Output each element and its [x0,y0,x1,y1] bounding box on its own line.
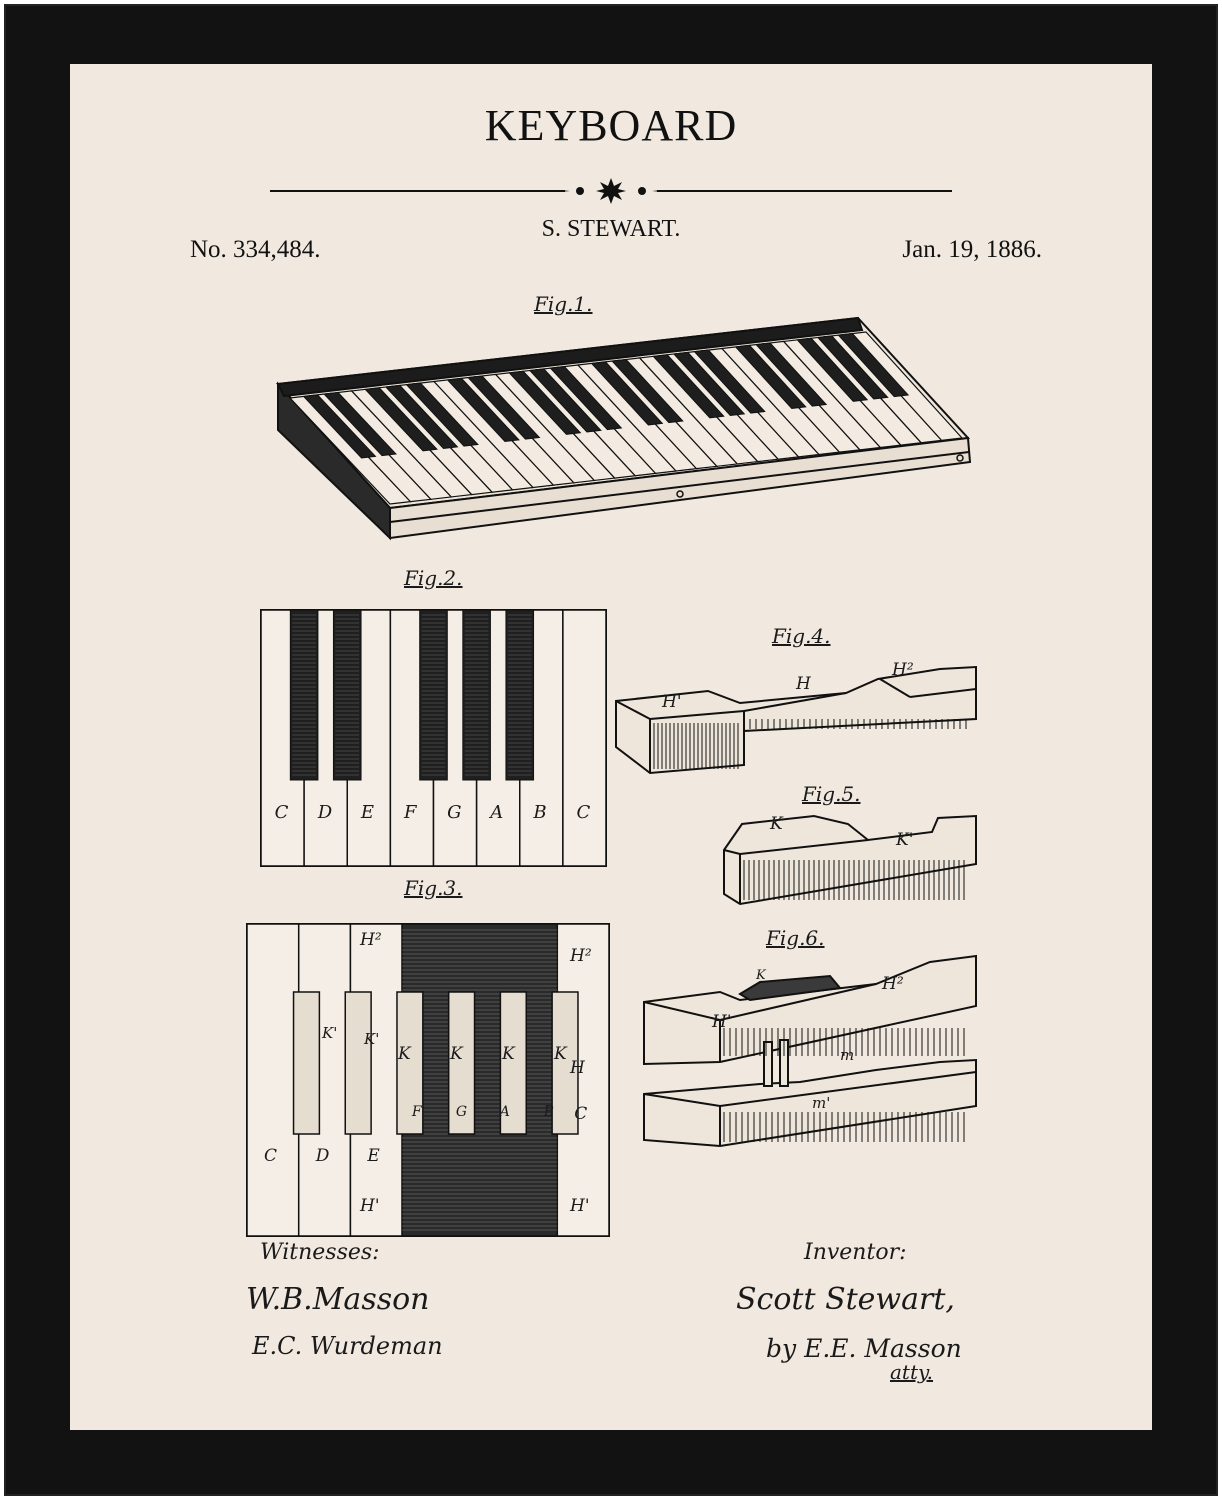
fig2-note-label: E [360,802,374,823]
fig3-letter: A [499,1104,510,1120]
fig3-letter: H' [570,1196,590,1216]
attorney-signature: by E.E. Masson [766,1334,962,1363]
fig3-letter: G [455,1104,468,1120]
poster-mat [70,64,1152,1430]
fig4-letter-h: H [796,674,811,694]
fig3-letter: H² [360,930,382,950]
fig3-key-lever [345,992,371,1134]
fig5-key-block-drawing [718,804,982,908]
fig3-letter: H [570,1058,585,1078]
fig2-note-labels [260,802,608,832]
fig3-letter: B [543,1104,555,1120]
witness-2-signature: E.C. Wurdeman [252,1332,443,1360]
fig3-label: Fig.3. [404,876,463,900]
witness-1-signature: W.B.Masson [246,1282,430,1317]
fig4-key-lever-drawing [610,649,982,779]
fig3-letter: K' [364,1030,380,1048]
fig3-letter: H' [360,1196,380,1216]
fig3-letter: E [367,1146,380,1166]
fig3-letter: C [574,1104,588,1124]
fig3-letter: K [554,1044,567,1064]
inventor-label: Inventor: [804,1240,907,1265]
witnesses-label: Witnesses: [260,1240,380,1265]
fig6-letter-h1: H' [712,1012,732,1032]
patent-number: No. 334,484. [190,236,321,263]
fig6-key-action-drawing [640,944,982,1194]
attorney-suffix: atty. [890,1360,933,1384]
fig3-letter: K [398,1044,411,1064]
fig5-letter-k: K [770,814,783,834]
fig3-letter: K' [322,1024,338,1042]
fig6-letter-k: K [756,968,766,983]
fig3-key-column [247,924,299,1236]
fig4-label: Fig.4. [772,624,831,648]
fig3-keys-drawing [246,922,612,1238]
fig6-letter-m1: m' [812,1094,831,1112]
inventor-signature: Scott Stewart, [736,1282,955,1317]
fig3-letter: C [264,1146,278,1166]
fig2-label: Fig.2. [404,566,463,590]
fig3-key-lever [294,992,320,1134]
fig3-dark-section [402,924,557,1236]
fig2-note-label: A [490,802,504,823]
fig1-label: Fig.1. [534,292,593,316]
fig3-letter: K [450,1044,463,1064]
fig3-letter: K [502,1044,515,1064]
fig2-note-label: C [576,802,591,823]
inventor-name: S. STEWART. [541,216,681,242]
fig3-letter: F [411,1104,422,1120]
fig5-label: Fig.5. [802,782,861,806]
fig2-note-label: C [274,802,289,823]
fig4-letter-h2: H² [892,660,914,680]
fig2-note-label: B [533,802,547,823]
fig3-letter: H² [570,946,592,966]
fig1-keyboard-drawing [270,312,980,542]
ornament-divider [270,176,952,206]
picture-frame [4,4,1218,1496]
fig3-letter: D [315,1146,330,1166]
fig6-label: Fig.6. [766,926,825,950]
fig2-note-label: F [403,802,417,823]
poster-title: KEYBOARD [484,101,738,150]
fig6-letter-m: m [840,1046,855,1064]
fig6-letter-h2: H² [882,974,904,994]
fig4-letter-h1: H' [662,692,682,712]
patent-date: Jan. 19, 1886. [902,236,1042,263]
fig2-note-label: G [447,802,462,823]
fig2-note-label: D [317,802,333,823]
fig5-letter-k1: K' [896,830,914,850]
